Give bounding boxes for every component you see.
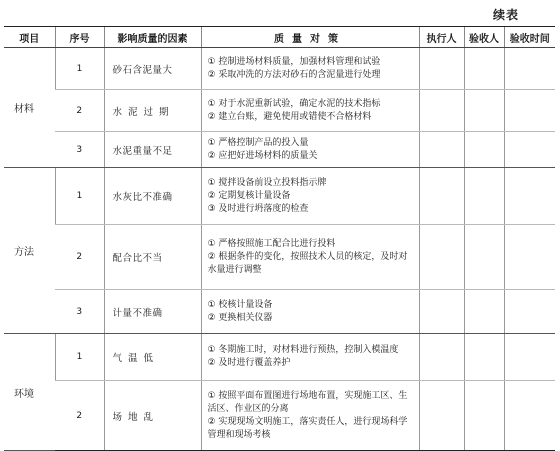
factor-cell: 配合比不当 [104,225,201,290]
continued-table-label: 续表 [493,8,520,22]
table-row [4,334,555,381]
item-cell-methods: 方法 [4,168,55,334]
measure-line: ① 控制进场材料质量，加强材料管理和试验 [207,56,381,67]
measure-cell [201,132,419,168]
header-factor: 影响质量的因素 [104,27,201,48]
row-number: 1 [55,48,104,90]
measure-line: ② 实现现场文明施工，落实责任人，进行现场科学管理和现场考核 [207,416,408,440]
executor-cell [419,90,464,132]
receiver-cell [464,90,504,132]
receive-time-cell [504,290,555,334]
receive-time-cell [504,225,555,290]
row-number: 2 [55,225,104,290]
row-number: 1 [55,168,104,225]
row-number: 2 [55,381,104,451]
measure-line: ① 严格控制产品的投入量 [207,137,309,148]
receive-time-cell [504,90,555,132]
receive-time-cell [504,334,555,381]
factor-cell: 水泥重量不足 [104,132,201,168]
measure-line: ③ 及时进行坍落度的检查 [207,203,309,214]
factor-cell: 计量不准确 [104,290,201,334]
table-row [4,290,555,334]
row-number: 1 [55,334,104,381]
measure-line: ② 采取冲洗的方法对砂石的含泥量进行处理 [207,69,381,80]
table-row [4,132,555,168]
table-row [4,48,555,90]
measure-cell [201,381,419,451]
table-row [4,90,555,132]
measure-cell [201,90,419,132]
measure-line: ② 建立台账，避免使用或错使不合格材料 [207,111,372,122]
receiver-cell [464,334,504,381]
measure-line: ② 定期复核计量设备 [207,190,291,201]
factor-cell: 水泥过期 [104,90,201,132]
header-measure: 质量对策 [201,27,419,48]
measure-cell [201,290,419,334]
header-receiver: 验收人 [464,27,504,48]
row-number: 2 [55,90,104,132]
receiver-cell [464,225,504,290]
measure-line: ① 搅拌设备前设立投料指示牌 [207,177,327,188]
header-receive-time: 验收时间 [504,27,555,48]
header-no: 序号 [55,27,104,48]
executor-cell [419,334,464,381]
measure-line: ① 冬期施工时，对材料进行预热，控制入模温度 [207,345,399,355]
factor-cell: 场地乱 [104,381,201,451]
measure-line: ② 根据条件的变化，按照技术人员的核定，及时对水量进行调整 [207,251,408,275]
executor-cell [419,48,464,90]
measure-line: ① 严格按照施工配合比进行投料 [207,238,336,249]
receiver-cell [464,48,504,90]
header-executor: 执行人 [419,27,464,48]
factor-cell: 水灰比不准确 [104,168,201,225]
row-number: 3 [55,132,104,168]
item-cell-materials: 材料 [4,48,55,168]
measure-line: ① 对于水泥重新试验，确定水泥的技术指标 [207,98,381,109]
measure-line: ② 应把好进场材料的质量关 [207,150,318,161]
receiver-cell [464,132,504,168]
measure-line: ② 更换相关仪器 [207,312,273,323]
table-row [4,381,555,451]
measure-line: ① 按照平面布置图进行场地布置，实现施工区、生活区、作业区的分离 [207,390,408,414]
measure-cell [201,334,419,381]
table-header-row [4,27,555,48]
executor-cell [419,168,464,225]
receiver-cell [464,290,504,334]
receive-time-cell [504,381,555,451]
receiver-cell [464,381,504,451]
table-row [4,225,555,290]
receive-time-cell [504,48,555,90]
quality-measures-table [4,26,555,451]
factor-cell: 气温低 [104,334,201,381]
table-row [4,168,555,225]
measure-cell [201,225,419,290]
executor-cell [419,132,464,168]
executor-cell [419,381,464,451]
row-number: 3 [55,290,104,334]
executor-cell [419,225,464,290]
measure-line: ② 及时进行覆盖养护 [207,358,291,368]
measure-line: ① 校核计量设备 [207,299,273,310]
header-item: 项目 [4,27,55,48]
receive-time-cell [504,168,555,225]
factor-cell: 砂石含泥量大 [104,48,201,90]
receiver-cell [464,168,504,225]
measure-cell [201,48,419,90]
executor-cell [419,290,464,334]
measure-cell [201,168,419,225]
receive-time-cell [504,132,555,168]
item-cell-environment: 环境 [4,334,55,451]
